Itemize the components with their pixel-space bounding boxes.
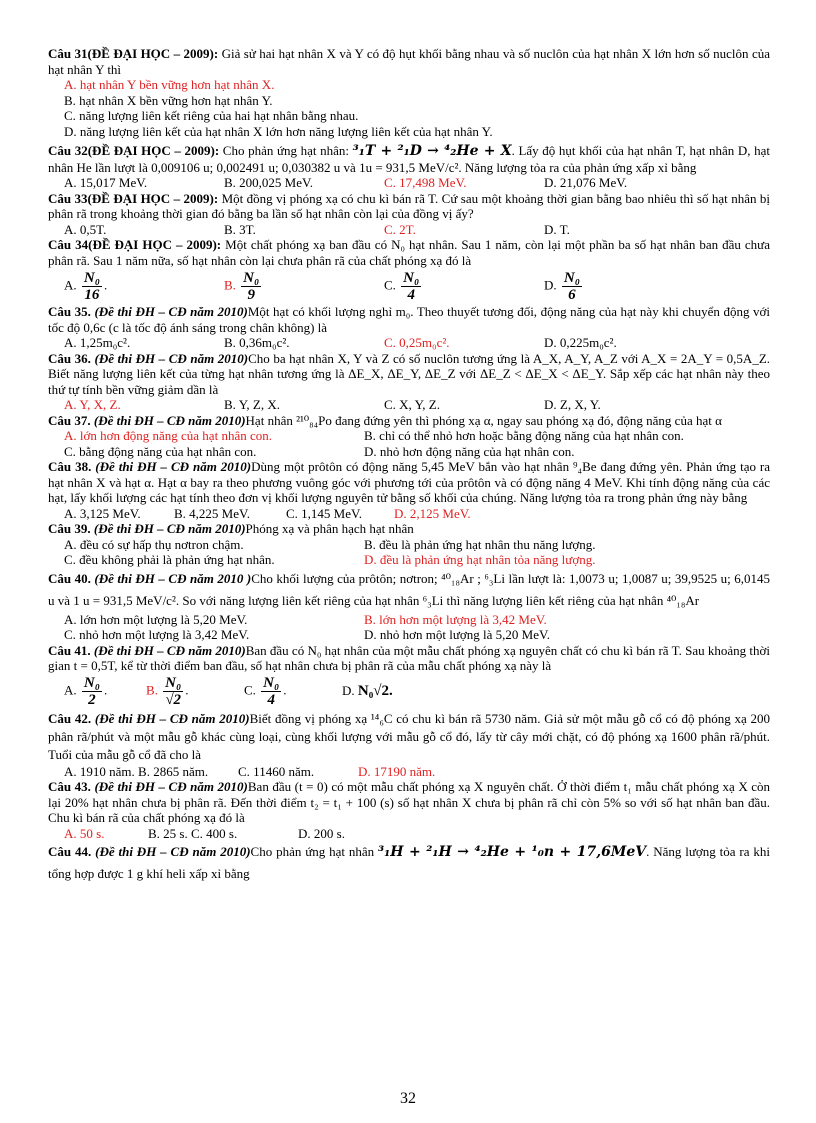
option-b: B. đều là phản ứng hạt nhân thu năng lượng. — [364, 536, 596, 552]
fraction — [163, 675, 183, 708]
numerator: N₀ — [403, 269, 420, 286]
question-heading: Câu 44. — [48, 844, 92, 859]
question-41 — [48, 643, 770, 710]
option-b: B. 3T. — [224, 221, 256, 237]
option-b: B. 200,025 MeV. — [224, 175, 313, 190]
question-text: Một chất phóng xạ ban đầu có N₀ hạt nhân. Sau 1 năm, còn lại một phần ba số hạt nhân ban đầu chưa phân rã. Sau 1 năm nữa, số hạt nhân còn lại chưa phân rã của chất phóng xạ đó là — [48, 237, 770, 268]
question-text: Biết đồng vị phóng xạ ¹⁴₆C có chu kì bán rã 5730 năm. Giả sử một mẫu gỗ cổ có độ phóng xạ 200 phân rã/phút và một mẫu gỗ khác cùng loại, cùng khối lượng với mẫu gỗ cổ đó, lấy từ cây mới chặt, có độ phóng xạ 1600 phân rã/phút. Tuổi của mẫu gỗ cổ đã cho là — [48, 710, 771, 762]
option-c: C. 2T. — [384, 221, 416, 237]
denominator: 2 — [88, 692, 96, 708]
option-c: C. X, Y, Z. — [384, 397, 440, 412]
option-a: A. lớn hơn một lượng là 5,20 MeV. — [64, 611, 248, 627]
question-heading: Câu 32(ĐỀ ĐẠI HỌC – 2009): — [48, 143, 220, 158]
question-text: Hạt nhân ²¹⁰₈₄Po đang đứng yên thì phóng xạ α, ngay sau phóng xạ đó, động năng của hạt α — [245, 412, 722, 428]
option-d: D. 2,125 MeV. — [394, 505, 471, 521]
question-heading: Câu 36. — [48, 350, 91, 366]
option-label: A. — [64, 682, 77, 698]
option-a: A. 3,125 MeV. — [64, 505, 141, 521]
option-b: B. Y, Z, X. — [224, 397, 280, 412]
option-d: D. 21,076 MeV. — [544, 175, 628, 190]
question-38 — [48, 459, 770, 521]
option-d: D. nhỏ hơn động năng của hạt nhân con. — [364, 443, 575, 459]
denominator: √2 — [165, 692, 182, 708]
question-source: (Đề thi ĐH – CĐ năm 2010) — [90, 779, 248, 794]
question-42 — [48, 710, 770, 780]
question-heading: Câu 37. — [48, 412, 91, 428]
question-text: Giả sử hai hạt nhân X và Y có độ hụt khối bằng nhau và số nuclôn của hạt nhân X lớn hơn số nuclôn của hạt nhân Y thì — [48, 46, 770, 77]
option-b-c: B. 25 s. C. 400 s. — [148, 825, 238, 841]
option-value: N₀√2. — [357, 683, 393, 700]
question-text: Một đồng vị phóng xạ có chu kì bán rã T. Cứ sau một khoảng thời gian bằng bao nhiêu thì số hạt nhân bị phân rã trong khoảng thời gian đó bằng ba lần số hạt nhân còn lại của đồng vị ấy? — [48, 190, 770, 221]
option-d — [528, 270, 688, 303]
question-heading: Câu 31(ĐỀ ĐẠI HỌC – 2009): — [48, 46, 219, 61]
option-b — [208, 270, 368, 303]
denominator: 6 — [568, 286, 576, 303]
question-text: Phóng xạ và phân hạch hạt nhân — [245, 521, 414, 536]
option-label: C. — [244, 682, 256, 698]
option-c: C. 0,25m₀c². — [384, 335, 450, 350]
question-source: (Đề thi ĐH – CĐ năm 2010) — [90, 521, 246, 536]
option-a: A. 15,017 MeV. — [64, 175, 148, 190]
option-a: A. hạt nhân Y bền vững hơn hạt nhân X. — [64, 77, 275, 92]
option-c: C. năng lượng liên kết riêng của hai hạt nhân bằng nhau. — [64, 108, 359, 123]
numerator: N₀ — [83, 269, 100, 286]
option-d: D. T. — [544, 221, 570, 237]
fraction — [241, 270, 261, 303]
question-source: (Đề thi ĐH – CĐ năm 2010) — [91, 459, 252, 474]
numerator: N₀ — [165, 675, 182, 691]
option-a: A. đều có sự hấp thụ nơtron chậm. — [64, 536, 244, 552]
option-label: C. — [384, 276, 396, 292]
option-label: A. — [64, 276, 77, 292]
question-source: (Đề thi ĐH – CĐ năm 2010) — [90, 412, 246, 428]
page-number: 32 — [400, 1090, 416, 1107]
option-c: C. đều không phải là phản ứng hạt nhân. — [64, 552, 275, 567]
numerator: N₀ — [243, 269, 260, 286]
option-b: B. hạt nhân X bền vững hơn hạt nhân Y. — [64, 92, 273, 108]
fraction — [82, 270, 102, 303]
reaction-equation: ³₁T + ²₁D → ⁴₂He + X — [352, 143, 512, 159]
option-c: C. $\frac{\text{N₀}}{4}$ . — [244, 675, 287, 708]
option-c: C. 11460 năm. — [238, 763, 315, 779]
fraction — [82, 675, 102, 708]
option-c: C. bằng động năng của hạt nhân con. — [64, 443, 257, 459]
option-label: D. — [544, 276, 557, 292]
question-heading: Câu 43. — [48, 779, 91, 794]
option-a: A. 1,25m₀c². — [64, 335, 131, 350]
reaction-equation: ³₁H + ²₁H → ⁴₂He + ¹₀n + 17,6MeV — [378, 844, 647, 860]
option-d: D. 200 s. — [298, 825, 345, 841]
question-35 — [48, 304, 770, 351]
question-heading: Câu 42. — [48, 710, 92, 726]
option-label: D. — [342, 683, 355, 699]
question-text: Ban đầu (t = 0) có một mẫu chất phóng xạ X nguyên chất. Ở thời điểm t₁ mẫu chất phóng xạ X còn lại 20% hạt nhân chưa bị phân rã. Đến thời điểm t₂ = t₁ + 100 (s) số hạt nhân X chưa bị phân rã chỉ còn 5% so với số hạt nhân ban đầu. Chu kì bán rã của chất phóng xạ đó là — [48, 779, 771, 825]
option-d: D. đều là phản ứng hạt nhân tỏa năng lượng. — [364, 552, 596, 567]
question-33 — [48, 191, 770, 238]
question-heading: Câu 38. — [48, 459, 92, 474]
question-text: Một hạt có khối lượng nghỉ m₀. Theo thuyết tương đối, động năng của hạt này khi chuyển động với tốc độ 0,6c (c là tốc độ ánh sáng trong chân không) là — [48, 304, 770, 335]
question-source: (Đề thi ĐH – CĐ năm 2010) — [91, 844, 251, 859]
option-label: B. — [224, 276, 236, 292]
question-heading: Câu 41. — [48, 642, 91, 658]
denominator: 4 — [407, 286, 415, 303]
option-b: B. 4,225 MeV. — [174, 505, 250, 521]
option-d: D. 17190 năm. — [358, 763, 436, 779]
option-b: B. lớn hơn một lượng là 3,42 MeV. — [364, 611, 547, 627]
option-a-b: A. 1910 năm. B. 2865 năm. — [64, 763, 209, 779]
option-a: A. Y, X, Z. — [64, 397, 121, 412]
question-43 — [48, 779, 770, 841]
question-text: Cho khối lượng của prôtôn; nơtron; ⁴⁰₁₈Ar ; ⁶₃Li lần lượt là: 1,0073 u; 1,0087 u; 39,9525 u; 6,0145 u và 1 u = 931,5 MeV/c². So với năng lượng liên kết riêng của hạt nhân ⁶₃Li thì năng lượng liên kết riêng của hạt nhân ⁴⁰₁₈Ar — [48, 570, 770, 608]
question-source: (Đề thi ĐH – CĐ năm 2010) — [90, 350, 249, 366]
question-source: (Đề thi ĐH – CĐ năm 2010) — [91, 710, 250, 726]
option-a: A. lớn hơn động năng của hạt nhân con. — [64, 428, 272, 443]
option-a: A. $\frac{\text{N₀}}{2}$ . — [64, 675, 108, 708]
option-a: A. $\frac{\text{N₀}}{16}$ . — [64, 269, 108, 303]
question-source: (Đề thi ĐH – CĐ năm 2010 ) — [90, 570, 252, 586]
denominator: 16 — [84, 286, 100, 303]
option-c: C. nhỏ hơn một lượng là 3,42 MeV. — [64, 627, 250, 642]
question-36 — [48, 351, 770, 413]
option-c: C. 1,145 MeV. — [286, 505, 362, 521]
option-b: B. $\frac{\text{N₀}}{√2}$ . — [146, 675, 189, 708]
option-a: A. 0,5T. — [64, 221, 107, 237]
question-list — [48, 46, 770, 885]
numerator: N₀ — [83, 675, 100, 691]
option-c — [368, 270, 528, 303]
option-label: B. — [146, 682, 158, 698]
question-text: Ban đầu có N₀ hạt nhân của một mẫu chất phóng xạ nguyên chất có chu kì bán rã T. Sau khoảng thời gian t = 0,5T, kể từ thời điểm ban đầu, số hạt nhân chưa bị phân rã của mẫu chất phóng xạ này là — [48, 642, 770, 673]
question-text: Cho ba hạt nhân X, Y và Z có số nuclôn tương ứng là A_X, A_Y, A_Z với A_X = 2A_Y = 0,5A_Z. Biết năng lượng liên kết của từng hạt nhân tương ứng là ΔE_X, ΔE_Y, ΔE_Z với ΔE_Z < ΔE_X < ΔE_Y. Sắp xếp các hạt nhân này theo thứ tự tính bền vững giảm dần là — [48, 350, 771, 397]
denominator: 4 — [267, 692, 275, 708]
fraction — [562, 270, 582, 303]
option-d: D. nhỏ hơn một lượng là 5,20 MeV. — [364, 627, 550, 642]
question-source: (Đề thi ĐH – CĐ năm 2010) — [90, 304, 248, 319]
question-text: Dùng một prôtôn có động năng 5,45 MeV bắn vào hạt nhân ⁹₄Be đang đứng yên. Phản ứng tạo ra hạt nhân X và hạt α. Hạt α bay ra theo phương vuông góc với phương tới của prôtôn và có động năng 4 MeV. Khi tính động năng của các hạt, lấy khối lượng các hạt tính theo đơn vị khối lượng nguyên tử bằng số khối của chúng. Năng lượng tỏa ra trong phản ứng này bằng — [48, 459, 771, 505]
option-d: D. Z, X, Y. — [544, 397, 601, 412]
option-c: C. 17,498 MeV. — [384, 175, 467, 190]
question-text: Cho phản ứng hạt nhân — [250, 844, 379, 859]
question-44 — [48, 841, 770, 885]
question-39 — [48, 521, 770, 568]
fraction — [401, 270, 421, 303]
question-text-cont: . Năng lượng tỏa ra khi tổng hợp được 1 g khí heli xấp xỉ bằng — [48, 844, 770, 881]
question-text-cont: . Lấy độ hụt khối của hạt nhân T, hạt nhân D, hạt nhân He lần lượt là 0,009106 u; 0,002491 u; 0,030382 u và 1u = 931,5 MeV/c². Năng lượng tỏa ra của phản ứng xấp xỉ bằng — [48, 143, 770, 175]
question-text: Cho phản ứng hạt nhân: — [219, 143, 353, 158]
question-37 — [48, 413, 770, 460]
option-d: D. 0,225m₀c². — [544, 335, 617, 350]
denominator: 9 — [247, 286, 255, 303]
question-32 — [48, 143, 770, 191]
question-34 — [48, 237, 770, 304]
option-b: B. chỉ có thể nhỏ hơn hoặc bằng động năng của hạt nhân con. — [364, 428, 684, 443]
numerator: N₀ — [263, 675, 280, 691]
question-heading: Câu 33(ĐỀ ĐẠI HỌC – 2009): — [48, 190, 219, 206]
fraction — [261, 675, 281, 708]
option-a: A. 50 s. — [64, 825, 105, 841]
question-40 — [48, 568, 770, 643]
question-source: (Đề thi ĐH – CĐ năm 2010) — [90, 642, 246, 658]
question-heading: Câu 35. — [48, 304, 91, 319]
question-heading: Câu 34(ĐỀ ĐẠI HỌC – 2009): — [48, 237, 222, 252]
question-heading: Câu 39. — [48, 521, 91, 536]
option-b: B. 0,36m₀c². — [224, 335, 290, 350]
numerator: N₀ — [563, 269, 580, 286]
question-31 — [48, 46, 770, 139]
option-d: D. năng lượng liên kết của hạt nhân X lớn hơn năng lượng liên kết của hạt nhân Y. — [64, 123, 493, 139]
option-d — [326, 683, 526, 700]
question-heading: Câu 40. — [48, 570, 91, 586]
